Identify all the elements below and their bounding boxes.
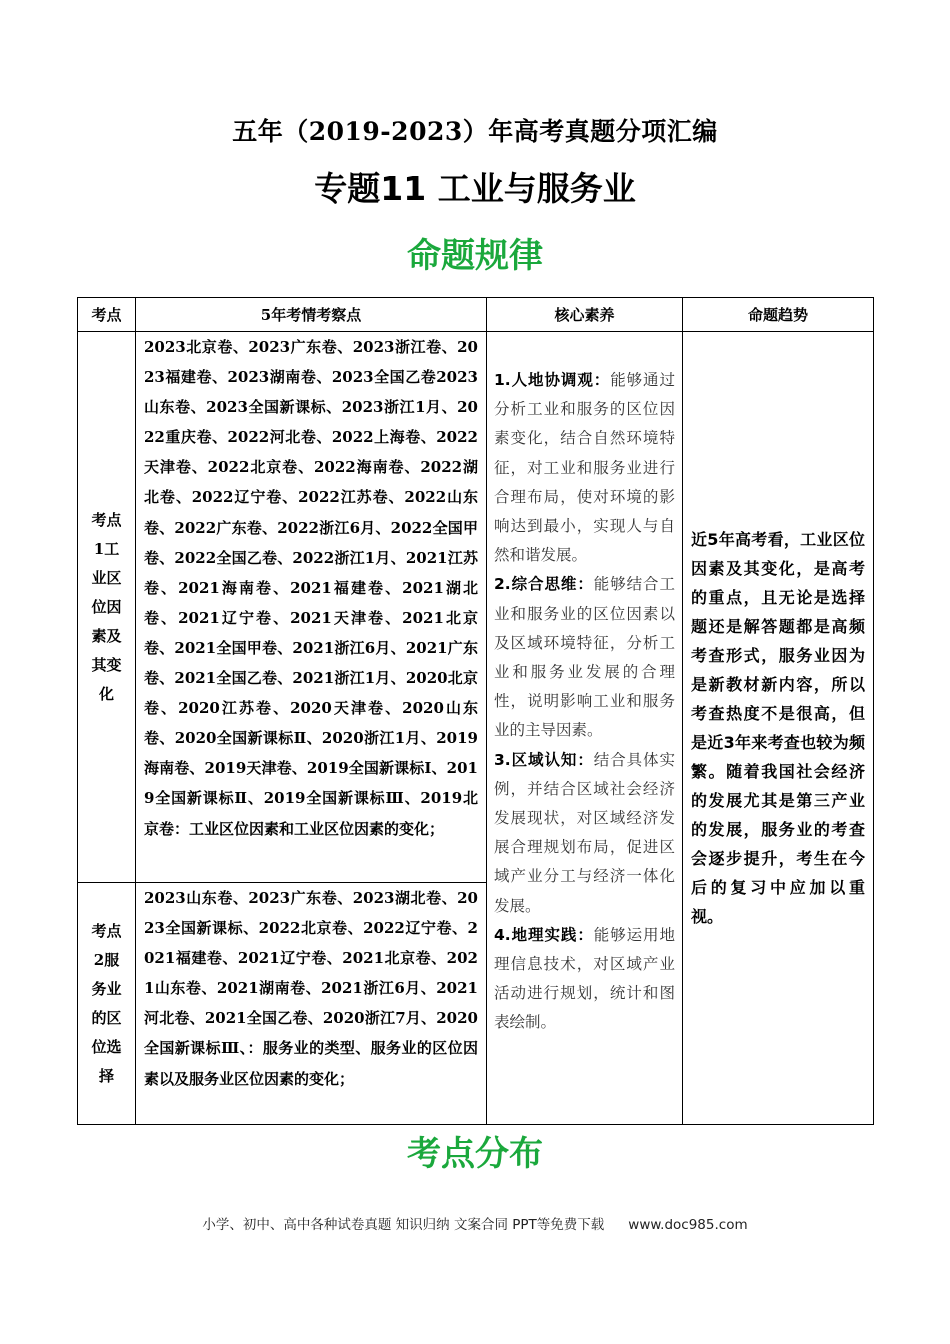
core-item-title: 1.人地协调观： <box>494 371 611 389</box>
core-item-text: 能够运用地理信息技术，对区域产业活动进行规划，统计和图表绘制。 <box>494 925 675 1032</box>
column-header-point: 考点 <box>78 298 136 332</box>
section-heading-rules: 命题规律 <box>407 236 543 276</box>
core-item-title: 2.综合思维： <box>494 575 594 594</box>
column-header-core: 核心素养 <box>487 298 683 332</box>
series-title: 五年（2019-2023）年高考真题分项汇编 <box>232 117 718 146</box>
trend-cell: 近5年高考看，工业区位因素及其变化，是高考的重点，且无论是选择题还是解答题都是高频考查形式，服务业因为是新教材新内容，所以考查热度不是很高，但是近3年来考查也较为频繁。随着我国社会经济的发展尤其是第三产业的发展，服务业的考查会逐步提升，考生在今后的复习中应加以重视。 <box>683 332 874 1125</box>
core-item-title: 3.区域认知： <box>494 750 594 769</box>
exam-list-cell: 2023北京卷、2023广东卷、2023浙江卷、2023福建卷、2023湖南卷、2023全国乙卷2023山东卷、2023全国新课标、2023浙江1月、2022重庆卷、2022河北卷、2022上海卷、2022天津卷、2022北京卷、2022海南卷、2022湖北卷、2022辽宁卷、2022江苏卷、2022山东卷、2022广东卷、2022浙江6月、2022全国甲卷、2022全国乙卷、2022浙江1月、2021江苏卷、2021海南卷、2021福建卷、2021湖北卷、2021辽宁卷、2021天津卷、2021北京卷、2021全国甲卷、2021浙江6月、2021广东卷、2021全国乙卷、2021浙江1月、2020北京卷、2020江苏卷、2020天津卷、2020山东卷、2020全国新课标Ⅱ、2020浙江1月、2019海南卷、2019天津卷、2019全国新课标Ⅰ、2019全国新课标Ⅱ、2019全国新课标Ⅲ、2019北京卷：工业区位因素和工业区位因素的变化； <box>136 332 487 883</box>
exam-point-cell <box>78 883 136 1125</box>
exam-point-label: 考点2服务业的区位选择 <box>91 921 122 1085</box>
core-item <box>494 366 675 570</box>
core-item-text: 结合具体实例，并结合区域社会经济发展现状，对区域经济发展合理规划布局，促进区域产业分工与经济一体化发展。 <box>494 750 675 915</box>
page-footer <box>0 1213 950 1233</box>
core-item <box>494 921 675 1038</box>
column-header-exams: 5年考情考察点 <box>136 298 487 332</box>
exam-point-cell <box>78 332 136 883</box>
topic-title: 专题11 工业与服务业 <box>314 169 636 208</box>
footer-text: 小学、初中、高中各种试卷真题 知识归纳 文案合同 PPT等免费下载 <box>202 1217 605 1233</box>
column-header-trend: 命题趋势 <box>683 298 874 332</box>
core-item <box>494 746 675 921</box>
table-header-row <box>78 298 874 332</box>
exam-list-cell: 2023山东卷、2023广东卷、2023湖北卷、2023全国新课标、2022北京卷、2022辽宁卷、2021福建卷、2021辽宁卷、2021北京卷、2021山东卷、2021湖南卷、2021浙江6月、2021河北卷、2021全国乙卷、2020浙江7月、2020全国新课标Ⅲ、：服务业的类型、服务业的区位因素以及服务业区位因素的变化； <box>136 883 487 1125</box>
section-heading-distribution: 考点分布 <box>407 1134 543 1174</box>
exam-analysis-table <box>77 297 874 1125</box>
table-row <box>78 332 874 883</box>
core-literacy-cell <box>487 332 683 1125</box>
core-item-text: 能够通过分析工业和服务的区位因素变化，结合自然环境特征，对工业和服务业进行合理布局，使对环境的影响达到最小，实现人与自然和谐发展。 <box>494 371 675 565</box>
exam-point-label: 考点1工业区位因素及其变化 <box>91 510 122 703</box>
footer-link[interactable]: www.doc985.com <box>628 1217 748 1233</box>
core-item <box>494 570 675 745</box>
core-item-text: 能够结合工业和服务业的区位因素以及区域环境特征，分析工业和服务业发展的合理性，说明影响工业和服务业的主导因素。 <box>494 575 675 740</box>
core-item-title: 4.地理实践： <box>494 925 594 944</box>
